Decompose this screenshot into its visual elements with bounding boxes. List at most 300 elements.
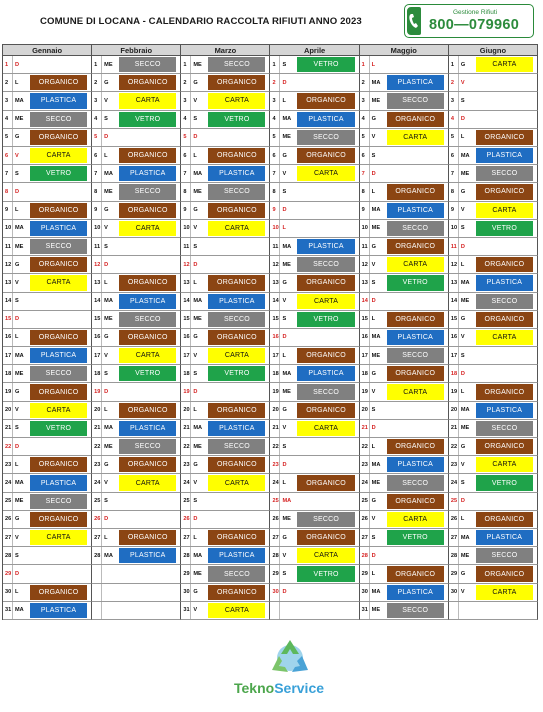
- day-number: 28: [360, 547, 370, 564]
- waste-type: SECCO: [387, 603, 444, 618]
- waste-type: SECCO: [208, 184, 265, 199]
- waste-type: ORGANICO: [208, 457, 265, 472]
- waste-type: ORGANICO: [297, 403, 354, 418]
- waste-type: [387, 421, 444, 436]
- day-number: 1: [92, 56, 102, 73]
- waste-type: [476, 239, 533, 254]
- waste-type: PLASTICA: [30, 475, 87, 490]
- day-cell: [449, 547, 538, 565]
- weekday: V: [193, 480, 198, 487]
- weekday: V: [460, 589, 465, 596]
- waste-type: [387, 294, 444, 309]
- waste-type: CARTA: [119, 475, 176, 490]
- day-cell: [92, 311, 181, 329]
- waste-type: ORGANICO: [119, 330, 176, 345]
- waste-type: ORGANICO: [119, 275, 176, 290]
- day-number: 12: [92, 256, 102, 273]
- waste-type: [119, 512, 176, 527]
- waste-type: [30, 57, 87, 72]
- day-number: 21: [449, 420, 459, 437]
- waste-type: ORGANICO: [387, 366, 444, 381]
- weekday: L: [193, 279, 197, 286]
- waste-type: SECCO: [387, 93, 444, 108]
- weekday: G: [371, 370, 377, 377]
- day-cell: [360, 74, 449, 92]
- day-number: 12: [181, 256, 191, 273]
- waste-type: PLASTICA: [297, 366, 354, 381]
- waste-type: ORGANICO: [30, 512, 87, 527]
- day-cell: [270, 493, 359, 511]
- phone-icon: [407, 7, 421, 35]
- waste-type: SECCO: [208, 566, 265, 581]
- waste-type: PLASTICA: [119, 294, 176, 309]
- day-cell: [360, 456, 449, 474]
- day-number: 24: [92, 474, 102, 491]
- waste-type: [297, 184, 354, 199]
- day-cell: [360, 92, 449, 110]
- day-number: 24: [449, 474, 459, 491]
- weekday: ME: [104, 443, 113, 450]
- weekday: MA: [104, 298, 113, 305]
- weekday: S: [371, 407, 376, 414]
- day-number: 7: [449, 165, 459, 182]
- weekday: S: [15, 298, 19, 305]
- day-cell: [92, 74, 181, 92]
- day-number: [92, 565, 102, 582]
- waste-type: ORGANICO: [119, 203, 176, 218]
- weekday: V: [371, 261, 376, 268]
- day-number: 28: [449, 547, 459, 564]
- weekday: L: [15, 589, 19, 596]
- waste-type: [119, 603, 176, 618]
- day-cell: [92, 329, 181, 347]
- day-cell: [449, 474, 538, 492]
- weekday: MA: [371, 79, 381, 86]
- waste-type: VETRO: [30, 166, 87, 181]
- weekday: L: [460, 134, 465, 141]
- day-number: 10: [449, 220, 459, 237]
- day-cell: [3, 474, 92, 492]
- weekday: D: [193, 516, 198, 523]
- day-number: 1: [270, 56, 280, 73]
- waste-type: SECCO: [297, 130, 354, 145]
- day-number: 18: [3, 365, 13, 382]
- day-number: [92, 584, 102, 601]
- waste-type: ORGANICO: [208, 275, 265, 290]
- day-cell: [181, 347, 270, 365]
- weekday: [102, 602, 117, 619]
- day-cell: [270, 202, 359, 220]
- day-number: 6: [360, 147, 370, 164]
- day-cell: [92, 165, 181, 183]
- waste-type: ORGANICO: [476, 439, 533, 454]
- day-cell: [3, 420, 92, 438]
- waste-type: SECCO: [476, 294, 533, 309]
- day-number: 17: [360, 347, 370, 364]
- day-number: 22: [3, 438, 13, 455]
- waste-type: CARTA: [119, 348, 176, 363]
- day-cell: [92, 511, 181, 529]
- weekday: D: [104, 261, 109, 268]
- day-number: 31: [3, 602, 13, 619]
- weekday: ME: [282, 516, 291, 523]
- day-number: 16: [3, 329, 13, 346]
- waste-type: SECCO: [297, 512, 354, 527]
- day-cell: [3, 402, 92, 420]
- day-number: 7: [181, 165, 191, 182]
- waste-type: PLASTICA: [30, 93, 87, 108]
- day-number: 6: [270, 147, 280, 164]
- day-number: 22: [360, 438, 370, 455]
- waste-type: PLASTICA: [119, 421, 176, 436]
- waste-type: [297, 203, 354, 218]
- waste-type: PLASTICA: [476, 148, 533, 163]
- day-cell: [360, 111, 449, 129]
- weekday: V: [282, 425, 287, 432]
- weekday: L: [371, 61, 376, 68]
- day-number: 28: [270, 547, 280, 564]
- day-number: 30: [181, 584, 191, 601]
- waste-type: ORGANICO: [387, 439, 444, 454]
- weekday: D: [104, 134, 109, 141]
- day-cell: [449, 256, 538, 274]
- waste-type: [387, 57, 444, 72]
- weekday: V: [371, 134, 376, 141]
- weekday: V: [193, 607, 198, 614]
- day-number: 13: [449, 274, 459, 291]
- day-cell: [270, 56, 359, 74]
- waste-type: VETRO: [208, 366, 265, 381]
- day-cell: [449, 92, 538, 110]
- day-cell: [3, 111, 92, 129]
- weekday: S: [282, 316, 287, 323]
- day-number: 24: [360, 474, 370, 491]
- day-cell: [270, 565, 359, 583]
- waste-type: CARTA: [476, 457, 533, 472]
- day-number: 29: [449, 565, 459, 582]
- day-number: 26: [360, 511, 370, 528]
- day-cell: [360, 565, 449, 583]
- day-cell: [270, 238, 359, 256]
- day-cell: [449, 74, 538, 92]
- weekday: ME: [193, 316, 202, 323]
- day-number: 17: [92, 347, 102, 364]
- weekday: S: [104, 243, 108, 250]
- day-cell: [92, 147, 181, 165]
- waste-type: PLASTICA: [208, 166, 265, 181]
- day-cell: [181, 293, 270, 311]
- weekday: V: [104, 225, 108, 232]
- waste-type: ORGANICO: [119, 457, 176, 472]
- day-number: 9: [449, 202, 459, 219]
- weekday: D: [460, 498, 465, 505]
- waste-type: VETRO: [119, 112, 176, 127]
- weekday: ME: [371, 97, 381, 104]
- weekday: G: [371, 243, 377, 250]
- day-cell: [92, 565, 181, 583]
- waste-type: VETRO: [119, 366, 176, 381]
- day-cell: [92, 274, 181, 292]
- day-number: 29: [181, 565, 191, 582]
- weekday: D: [282, 589, 287, 596]
- day-number: 10: [92, 220, 102, 237]
- day-number: 18: [270, 365, 280, 382]
- day-cell: [92, 220, 181, 238]
- waste-type: CARTA: [476, 203, 533, 218]
- day-number: 25: [360, 493, 370, 510]
- day-cell: [181, 220, 270, 238]
- day-cell: [270, 111, 359, 129]
- day-number: 12: [360, 256, 370, 273]
- weekday: ME: [104, 188, 113, 195]
- day-cell: [270, 529, 359, 547]
- day-number: 21: [270, 420, 280, 437]
- waste-type: ORGANICO: [208, 530, 265, 545]
- weekday: S: [193, 243, 198, 250]
- day-cell: [181, 56, 270, 74]
- waste-type: CARTA: [208, 475, 265, 490]
- waste-type: ORGANICO: [119, 148, 176, 163]
- day-cell: [3, 274, 92, 292]
- waste-type: SECCO: [208, 312, 265, 327]
- day-number: 10: [3, 220, 13, 237]
- weekday: L: [193, 534, 197, 541]
- day-number: 17: [181, 347, 191, 364]
- day-cell: [449, 438, 538, 456]
- weekday: MA: [282, 498, 292, 505]
- day-number: 28: [3, 547, 13, 564]
- day-cell: [449, 493, 538, 511]
- weekday: D: [15, 316, 20, 323]
- waste-type: CARTA: [297, 166, 354, 181]
- waste-type: [297, 439, 354, 454]
- weekday: L: [282, 352, 286, 359]
- day-number: 31: [360, 602, 370, 619]
- day-number: 30: [3, 584, 13, 601]
- brand-part2: Service: [274, 680, 325, 696]
- day-cell: [449, 311, 538, 329]
- weekday: MA: [371, 334, 381, 341]
- waste-type: PLASTICA: [476, 530, 533, 545]
- day-number: 18: [92, 365, 102, 382]
- waste-type: PLASTICA: [297, 239, 354, 254]
- day-number: 3: [181, 92, 191, 109]
- day-cell: [449, 529, 538, 547]
- day-number: 14: [92, 293, 102, 310]
- waste-type: [387, 403, 444, 418]
- waste-type: [208, 130, 265, 145]
- day-cell: [92, 56, 181, 74]
- day-number: 5: [92, 129, 102, 146]
- day-cell: [3, 438, 92, 456]
- weekday: S: [371, 152, 376, 159]
- day-cell: [360, 183, 449, 201]
- day-cell: [360, 529, 449, 547]
- waste-type: ORGANICO: [30, 257, 87, 272]
- day-number: 28: [92, 547, 102, 564]
- waste-type: [208, 384, 265, 399]
- day-number: 25: [181, 493, 191, 510]
- weekday: ME: [460, 170, 470, 177]
- waste-type: [297, 330, 354, 345]
- waste-type: SECCO: [476, 421, 533, 436]
- day-cell: [360, 256, 449, 274]
- day-cell: [449, 456, 538, 474]
- day-cell: [270, 256, 359, 274]
- day-number: 26: [181, 511, 191, 528]
- day-cell: [181, 602, 270, 620]
- day-number: 21: [3, 420, 13, 437]
- day-number: 5: [360, 129, 370, 146]
- day-number: 23: [181, 456, 191, 473]
- day-cell: [270, 293, 359, 311]
- weekday: V: [15, 152, 19, 159]
- day-cell: [270, 402, 359, 420]
- weekday: ME: [371, 225, 381, 232]
- weekday: MA: [371, 207, 381, 214]
- weekday: ME: [193, 61, 202, 68]
- day-cell: [449, 274, 538, 292]
- waste-type: VETRO: [387, 275, 444, 290]
- day-cell: [360, 329, 449, 347]
- day-cell: [181, 547, 270, 565]
- day-cell: [360, 311, 449, 329]
- day-cell: [449, 293, 538, 311]
- day-number: 8: [360, 183, 370, 200]
- weekday: G: [282, 152, 287, 159]
- day-number: 6: [92, 147, 102, 164]
- day-cell: [92, 92, 181, 110]
- weekday: [102, 584, 117, 601]
- day-cell: [270, 438, 359, 456]
- waste-type: CARTA: [297, 421, 354, 436]
- weekday: ME: [193, 443, 202, 450]
- waste-type: [297, 221, 354, 236]
- weekday: MA: [460, 152, 470, 159]
- waste-type: CARTA: [476, 330, 533, 345]
- waste-type: PLASTICA: [387, 75, 444, 90]
- day-number: 8: [449, 183, 459, 200]
- day-cell: [92, 402, 181, 420]
- waste-type: CARTA: [119, 93, 176, 108]
- hotline-number[interactable]: 800—079960: [429, 17, 520, 33]
- day-cell: [92, 383, 181, 401]
- day-cell: [360, 129, 449, 147]
- day-number: 26: [3, 511, 13, 528]
- day-cell: [270, 383, 359, 401]
- waste-type: SECCO: [119, 439, 176, 454]
- waste-type: ORGANICO: [30, 457, 87, 472]
- weekday: MA: [282, 370, 292, 377]
- waste-type: SECCO: [387, 475, 444, 490]
- day-number: 5: [3, 129, 13, 146]
- weekday: MA: [104, 170, 113, 177]
- day-cell: [270, 129, 359, 147]
- day-number: 8: [270, 183, 280, 200]
- waste-type: ORGANICO: [476, 384, 533, 399]
- weekday: V: [104, 480, 108, 487]
- weekday: MA: [193, 298, 203, 305]
- day-cell: [3, 347, 92, 365]
- waste-type: VETRO: [297, 57, 354, 72]
- day-cell: [181, 238, 270, 256]
- month-header: Giugno: [449, 45, 538, 56]
- day-number: 23: [270, 456, 280, 473]
- weekday: MA: [193, 552, 203, 559]
- day-number: 12: [270, 256, 280, 273]
- day-number: 18: [181, 365, 191, 382]
- waste-type: [476, 93, 533, 108]
- weekday: V: [15, 279, 19, 286]
- day-number: 29: [270, 565, 280, 582]
- day-number: 5: [181, 129, 191, 146]
- weekday: MA: [282, 116, 292, 123]
- waste-type: PLASTICA: [30, 603, 87, 618]
- day-cell: [181, 474, 270, 492]
- weekday: G: [282, 407, 287, 414]
- day-cell: [360, 438, 449, 456]
- weekday: ME: [15, 370, 24, 377]
- weekday: ME: [193, 188, 202, 195]
- day-number: 15: [3, 311, 13, 328]
- day-cell: [270, 365, 359, 383]
- weekday: S: [460, 97, 465, 104]
- day-cell: [181, 402, 270, 420]
- weekday: ME: [282, 389, 291, 396]
- weekday: ME: [104, 316, 113, 323]
- weekday: MA: [15, 480, 24, 487]
- waste-type: [387, 548, 444, 563]
- weekday: MA: [193, 425, 203, 432]
- day-cell: [449, 365, 538, 383]
- weekday: MA: [371, 589, 381, 596]
- brand-part1: Tekno: [234, 680, 275, 696]
- day-cell: [3, 602, 92, 620]
- day-number: 16: [92, 329, 102, 346]
- day-number: 28: [181, 547, 191, 564]
- waste-type: ORGANICO: [476, 184, 533, 199]
- weekday: D: [15, 188, 20, 195]
- weekday: S: [460, 480, 465, 487]
- day-cell: [3, 584, 92, 602]
- day-cell: [3, 547, 92, 565]
- day-cell: [92, 129, 181, 147]
- day-number: 2: [3, 74, 13, 91]
- waste-type: SECCO: [297, 257, 354, 272]
- hotline-box[interactable]: [404, 4, 534, 38]
- waste-type: CARTA: [30, 275, 87, 290]
- day-number: 26: [270, 511, 280, 528]
- waste-type: [119, 585, 176, 600]
- waste-type: [208, 257, 265, 272]
- waste-type: SECCO: [30, 494, 87, 509]
- month-header: Gennaio: [3, 45, 92, 56]
- waste-type: ORGANICO: [476, 512, 533, 527]
- day-cell: [270, 147, 359, 165]
- day-number: 17: [270, 347, 280, 364]
- day-cell: [3, 293, 92, 311]
- day-number: 9: [360, 202, 370, 219]
- day-cell: [360, 202, 449, 220]
- weekday: L: [15, 461, 19, 468]
- day-cell: [449, 402, 538, 420]
- day-number: 19: [270, 383, 280, 400]
- waste-type: [476, 75, 533, 90]
- weekday: [102, 565, 117, 582]
- day-number: 22: [181, 438, 191, 455]
- day-number: 30: [270, 584, 280, 601]
- day-cell: [449, 329, 538, 347]
